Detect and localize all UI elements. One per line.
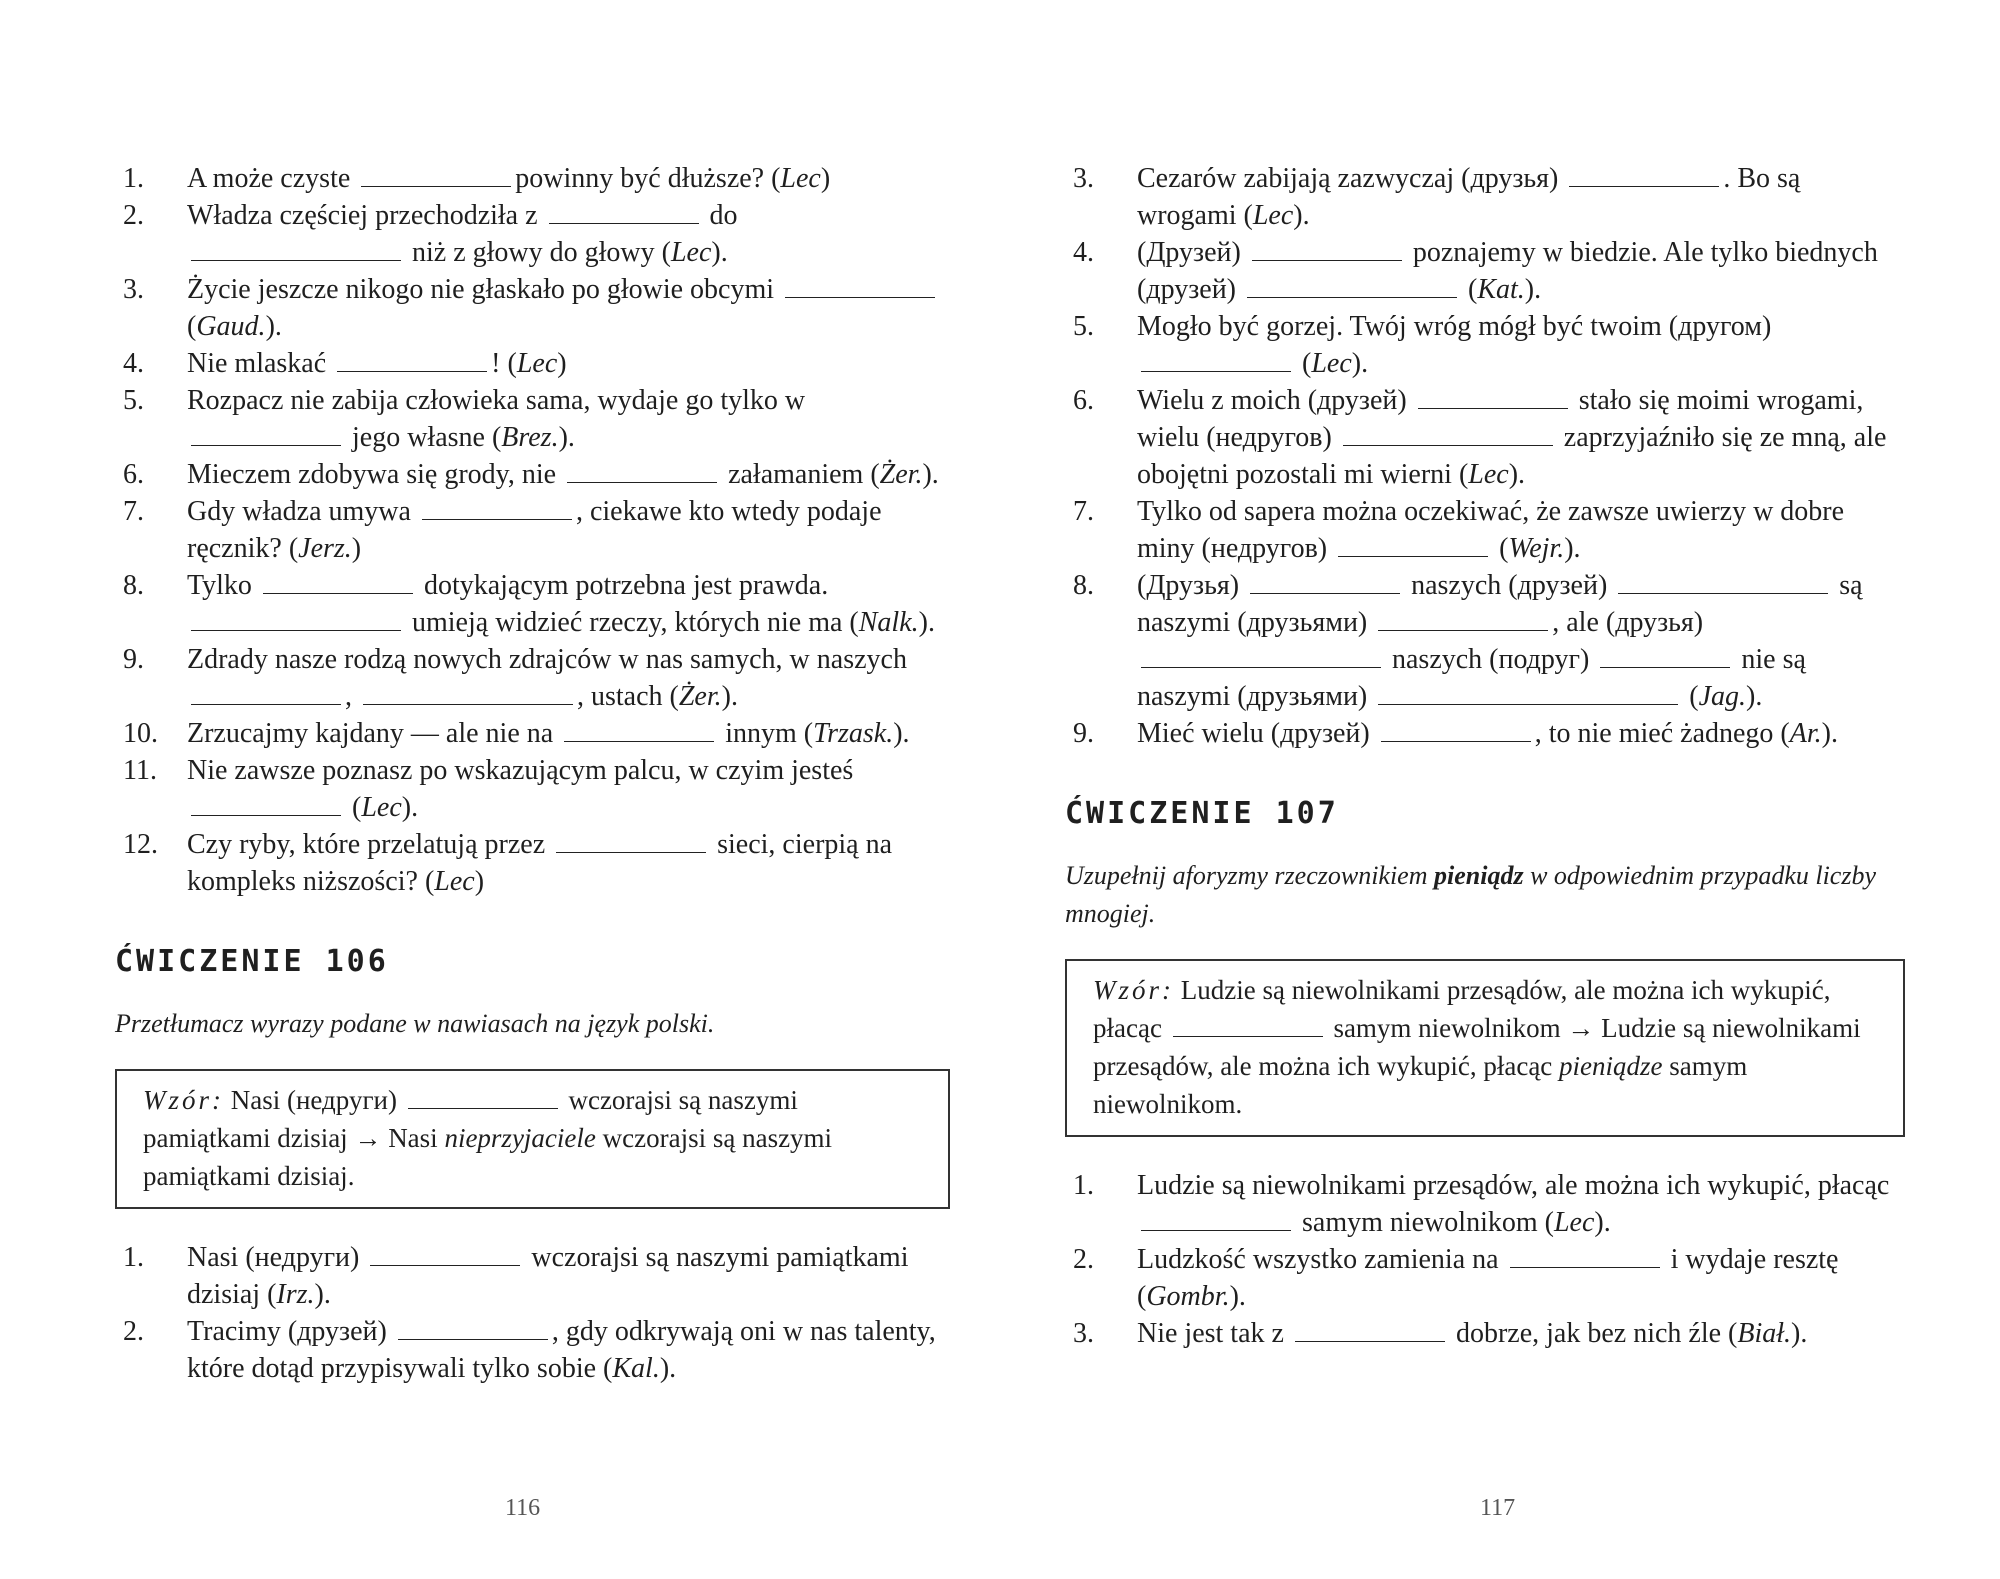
item-text: Życie jeszcze nikogo nie głaskało po głowie obcymi (Gaud.). [187,271,950,345]
answer-blank[interactable] [1378,682,1678,705]
item-number: 4. [123,348,144,379]
answer-blank[interactable] [1247,275,1457,298]
answer-blank[interactable] [1381,719,1531,742]
item-number: 1. [1073,1170,1094,1201]
source-author: Nalk. [858,607,919,638]
model-text: Ludzie są niewolnikami przesądów, ale można ich wykupić, płacąc samym niewolnikom → Ludzie są niewolnikami przesądów, ale można ich wykupić, płacąc pieniądze samym niewolnikom. [1093,975,1861,1119]
item-text: (Друзей) poznajemy w biedzie. Ale tylko biednych (друзей) (Kat.). [1137,237,1878,305]
item-number: 2. [123,1316,144,1347]
exercise-item [115,567,950,641]
item-number: 4. [1073,237,1094,268]
item-text: Ludzkość wszystko zamienia na i wydaje resztę (Gombr.). [1137,1244,1839,1312]
answer-blank[interactable] [1141,349,1291,372]
source-author: nieprzyjaciele [444,1123,596,1153]
item-number: 9. [1073,718,1094,749]
answer-blank[interactable] [191,238,401,261]
exercise-item [115,456,950,493]
answer-blank[interactable] [408,1086,558,1109]
answer-blank[interactable] [549,201,699,224]
item-number: 9. [123,644,144,675]
exercise-item [115,826,950,900]
item-number: 2. [1073,1244,1094,1275]
answer-blank[interactable] [191,423,341,446]
answer-blank[interactable] [363,682,573,705]
source-author: Jerz. [298,533,352,564]
item-text: (Друзья) naszych (друзей) są naszymi (друзьями) , ale (друзья) naszych (подруг) nie są naszymi (друзьями) (Jag.). [1137,570,1863,712]
exercise-item [1065,1167,1905,1241]
exercise-item [115,493,950,567]
exercise-106-model-box [115,1069,950,1209]
item-text: Władza częściej przechodziła z do niż z głowy do głowy (Lec). [187,200,738,268]
answer-blank[interactable] [1141,645,1381,668]
answer-blank[interactable] [1141,1208,1291,1231]
item-text: Gdy władza umywa , ciekawe kto wtedy podaje ręcznik? (Jerz.) [187,496,882,564]
model-label: Wzór: [143,1085,224,1115]
item-number: 8. [1073,570,1094,601]
answer-blank[interactable] [1338,534,1488,557]
item-number: 3. [1073,163,1094,194]
exercise-107-model-box [1065,959,1905,1137]
item-text: Nie zawsze poznasz po wskazującym palcu, w czyim jesteś (Lec). [187,755,854,823]
exercise-item [115,197,950,271]
item-text: Wielu z moich (друзей) stało się moimi wrogami, wielu (недругов) zaprzyjaźniło się ze mną, ale obojętni pozostali mi wierni (Lec). [1137,385,1887,490]
item-text: Zrzucajmy kajdany — ale nie na innym (Trzask.). [187,718,910,749]
answer-blank[interactable] [1252,238,1402,261]
keyword: pieniądz [1434,861,1524,890]
exercise-item [1065,382,1905,493]
item-text: Tylko dotykającym potrzebna jest prawda. umieją widzieć rzeczy, których nie ma (Nalk.). [187,570,935,638]
answer-blank[interactable] [1295,1319,1445,1342]
source-author: Ar. [1789,718,1822,749]
exercise-item [115,382,950,456]
exercise-106-instruction: Przetłumacz wyrazy podane w nawiasach na język polski. [115,1009,715,1038]
source-author: Gombr. [1146,1281,1230,1312]
answer-blank[interactable] [1250,571,1400,594]
answer-blank[interactable] [1378,608,1548,631]
exercise-105-list [115,160,950,900]
exercise-item [1065,567,1905,715]
answer-blank[interactable] [398,1317,548,1340]
model-label: Wzór: [1093,975,1174,1005]
answer-blank[interactable] [191,608,401,631]
exercise-107-heading: ĆWICZENIE 107 [1065,796,1339,831]
source-author: Lec [361,792,402,823]
item-text: Rozpacz nie zabija człowieka sama, wydaje go tylko w jego własne (Brez.). [187,385,806,453]
answer-blank[interactable] [191,682,341,705]
source-author: Lec [1252,200,1294,231]
exercise-106-heading: ĆWICZENIE 106 [115,944,389,979]
exercise-107-list [1065,1167,1905,1352]
source-author: Irz. [276,1279,315,1310]
item-number: 1. [123,1242,144,1273]
answer-blank[interactable] [191,793,341,816]
item-text: Mieć wielu (друзей) , to nie mieć żadnego (Ar.). [1137,718,1838,749]
item-number: 10. [123,718,158,749]
model-text: Nasi (недруги) wczorajsi są naszymi pamiątkami dzisiaj → Nasi nieprzyjaciele wczorajsi są naszymi pamiątkami dzisiaj. [143,1085,833,1191]
answer-blank[interactable] [1600,645,1730,668]
item-number: 3. [1073,1318,1094,1349]
source-author: Lec [1311,348,1352,379]
item-text: Tracimy (друзей) , gdy odkrywają oni w nas talenty, które dotąd przypisywali tylko sobie (Kal.). [187,1316,936,1384]
answer-blank[interactable] [1510,1245,1660,1268]
exercise-item [115,1313,950,1387]
source-author: Trzask. [813,718,894,749]
item-number: 6. [1073,385,1094,416]
item-number: 3. [123,274,144,305]
answer-blank[interactable] [370,1243,520,1266]
item-text: Mogło być gorzej. Twój wróg mógł być twoim (другом) (Lec). [1137,311,1772,379]
exercise-item [115,345,950,382]
item-number: 8. [123,570,144,601]
exercise-item [1065,1241,1905,1315]
source-author: Brez. [501,422,559,453]
item-text: Nie jest tak z dobrze, jak bez nich źle (Biał.). [1137,1318,1808,1349]
page-number-left: 116 [505,1495,541,1521]
exercise-item [1065,1315,1905,1352]
item-text: Nasi (недруги) wczorajsi są naszymi pamiątkami dzisiaj (Irz.). [187,1242,909,1310]
exercise-106-list-continued [1065,160,1905,752]
exercise-106-list [115,1239,950,1387]
source-author: Żer. [879,459,923,490]
item-number: 12. [123,829,158,860]
page-left [115,160,950,1387]
answer-blank[interactable] [1173,1014,1323,1037]
answer-blank[interactable] [564,719,714,742]
source-author: Lec [780,163,821,194]
source-author: Kat. [1477,274,1525,305]
exercise-item [115,1239,950,1313]
answer-blank[interactable] [785,275,935,298]
answer-blank[interactable] [1569,164,1719,187]
source-author: Biał. [1737,1318,1792,1349]
source-author: Lec [670,237,712,268]
item-number: 5. [1073,311,1094,342]
exercise-item [1065,715,1905,752]
item-number: 1. [123,163,144,194]
item-number: 5. [123,385,144,416]
source-author: Lec [516,348,558,379]
answer-blank[interactable] [567,460,717,483]
item-number: 7. [123,496,144,527]
source-author: Lec [1553,1207,1595,1238]
answer-blank[interactable] [556,830,706,853]
source-author: Wejr. [1508,533,1565,564]
exercise-item [1065,234,1905,308]
source-author: Lec [1468,459,1509,490]
exercise-item [1065,160,1905,234]
page-number-right: 117 [1480,1495,1516,1521]
item-number: 6. [123,459,144,490]
source-author: Lec [434,866,475,897]
answer-blank[interactable] [1418,386,1568,409]
item-text: Tylko od sapera można oczekiwać, że zawsze uwierzy w dobre miny (недругов) (Wejr.). [1137,496,1845,564]
answer-blank[interactable] [361,164,511,187]
item-text: Czy ryby, które przelatują przez sieci, cierpią na kompleks niższości? (Lec) [187,829,893,897]
answer-blank[interactable] [1618,571,1828,594]
item-text: Cezarów zabijają zazwyczaj (друзья) . Bo są wrogami (Lec). [1137,163,1801,231]
answer-blank[interactable] [1343,423,1553,446]
exercise-107-instruction: Uzupełnij aforyzmy rzeczownikiem pieniądz w odpowiednim przypadku liczby mnogiej. [1065,861,1877,928]
answer-blank[interactable] [263,571,413,594]
item-text: Mieczem zdobywa się grody, nie załamaniem (Żer.). [187,459,939,490]
exercise-item [115,752,950,826]
item-number: 2. [123,200,144,231]
source-author: pieniądze [1559,1051,1663,1081]
exercise-item [1065,493,1905,567]
answer-blank[interactable] [422,497,572,520]
exercise-item [115,641,950,715]
page-right [1065,160,1905,1352]
exercise-item [115,715,950,752]
exercise-item [115,271,950,345]
source-author: Kal. [612,1353,660,1384]
exercise-item [1065,308,1905,382]
item-number: 7. [1073,496,1094,527]
item-text: Nie mlaskać ! (Lec) [187,348,567,379]
source-author: Żer. [678,681,722,712]
item-text: Ludzie są niewolnikami przesądów, ale można ich wykupić, płacąc samym niewolnikom (Lec). [1137,1170,1890,1238]
item-number: 11. [123,755,157,786]
source-author: Gaud. [196,311,266,342]
item-text: A może czyste powinny być dłuższe? (Lec) [187,163,831,194]
answer-blank[interactable] [337,349,487,372]
exercise-item [115,160,950,197]
item-text: Zdrady nasze rodzą nowych zdrajców w nas samych, w naszych , , ustach (Żer.). [187,644,907,712]
source-author: Jag. [1698,681,1747,712]
